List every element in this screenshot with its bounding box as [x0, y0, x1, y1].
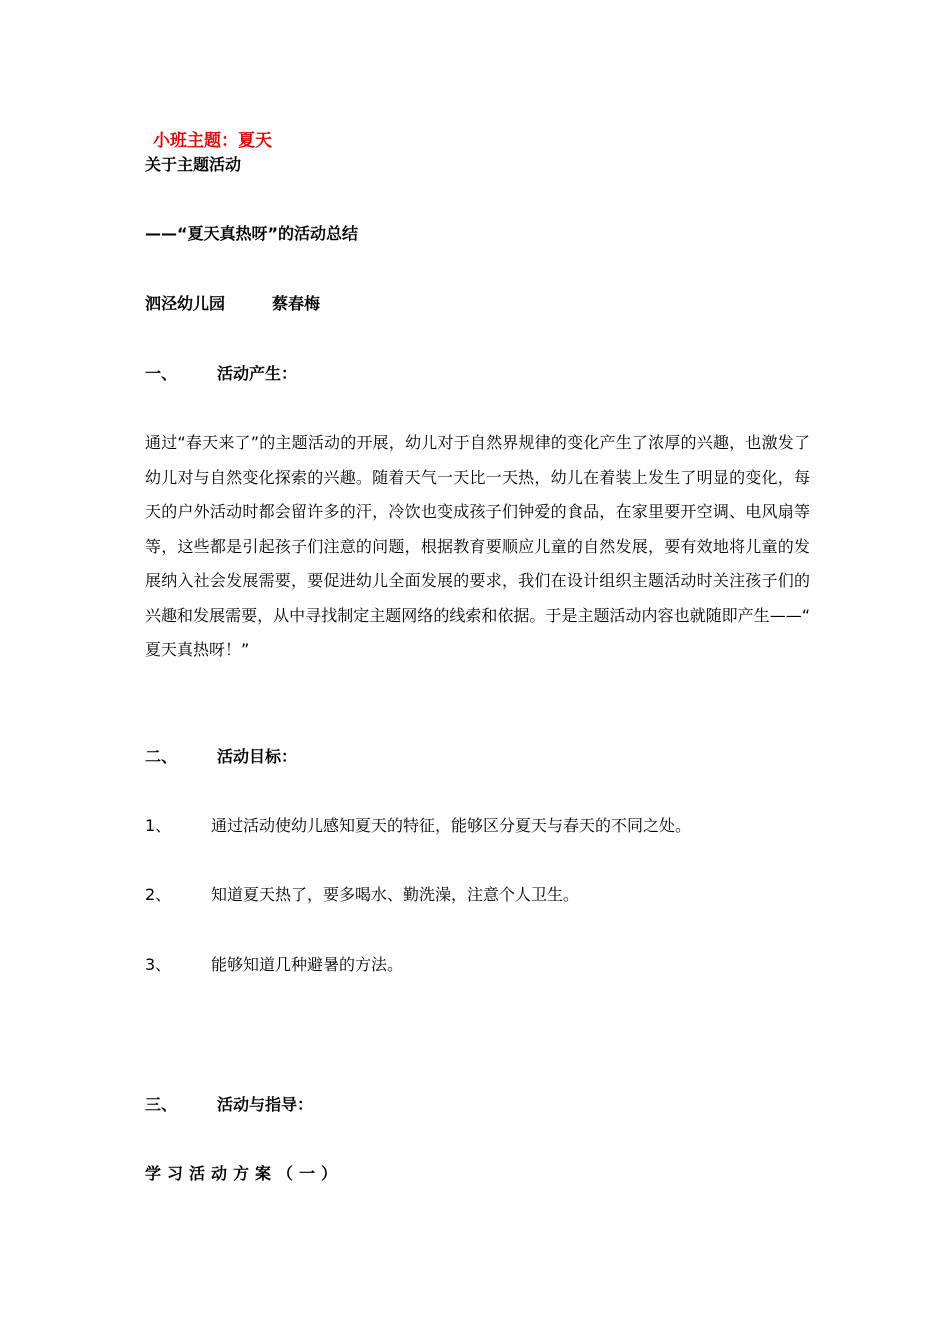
- section-2-heading: 活动目标：: [217, 747, 298, 766]
- section-3-heading: 活动与指导：: [217, 1095, 314, 1114]
- goal-3-text: 能够知道几种避暑的方法。: [211, 955, 404, 974]
- goal-2-text: 知道夏天热了，要多喝水、勤洗澡，注意个人卫生。: [211, 885, 580, 904]
- topic-heading: 小班主题：夏天: [153, 131, 272, 151]
- document-title: ——“夏天真热呀”的活动总结: [145, 224, 359, 243]
- section-2-number: 二、: [145, 747, 178, 766]
- goal-2-number: 2、: [145, 885, 172, 904]
- plan-title: 学习活动方案（一）: [145, 1164, 344, 1183]
- goal-3-number: 3、: [145, 955, 172, 974]
- subtitle: 关于主题活动: [145, 155, 242, 174]
- author-school: 泗泾幼儿园: [145, 294, 226, 313]
- intro-paragraph: 通过“春天来了”的主题活动的开展，幼儿对于自然界规律的变化产生了浓厚的兴趣，也激发了幼儿对与自然变化探索的兴趣。随着天气一天比一天热，幼儿在着装上发生了明显的变化，每天的户外活动时都会留许多的汗，冷饮也变成孩子们钟爱的食品，在家里要开空调、电风扇等等，这些都是引起孩子们注意的问题，根据教育要顺应儿童的自然发展，要有效地将儿童的发展纳入社会发展需要，要促进幼儿全面发展的要求，我们在设计组织主题活动时关注孩子们的兴趣和发展需要，从中寻找制定主题网络的线索和依据。于是主题活动内容也就随即产生——“ 夏天真热呀！”: [145, 433, 827, 659]
- section-1-heading: 活动产生：: [217, 364, 298, 383]
- section-3-number: 三、: [145, 1095, 178, 1114]
- goal-1-number: 1、: [145, 816, 172, 835]
- section-1-number: 一、: [145, 364, 178, 383]
- goal-1-text: 通过活动使幼儿感知夏天的特征，能够区分夏天与春天的不同之处。: [211, 816, 692, 835]
- author-name: 蔡春梅: [272, 294, 321, 313]
